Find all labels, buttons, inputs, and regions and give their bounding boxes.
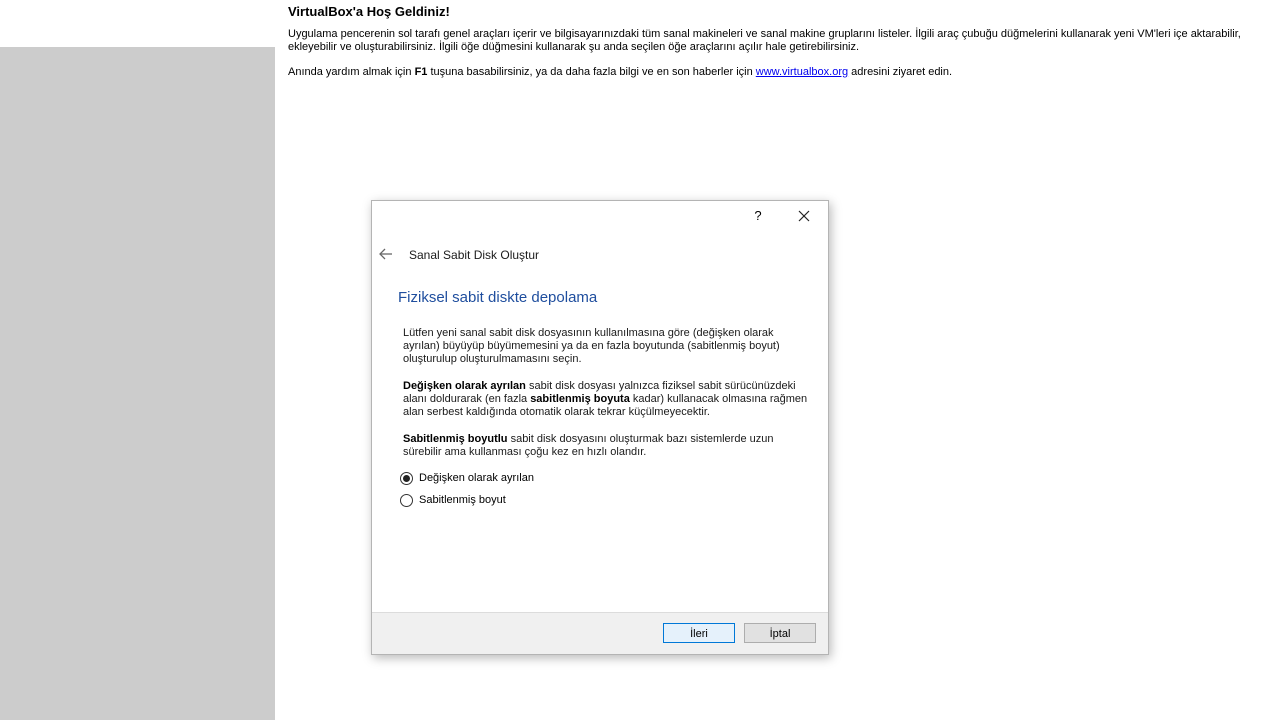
help-button[interactable]: ? xyxy=(754,208,762,223)
welcome-pane xyxy=(288,4,1273,91)
page-heading: Fiziksel sabit diskte depolama xyxy=(398,289,598,306)
virtualbox-link[interactable]: www.virtualbox.org xyxy=(755,66,849,78)
back-button[interactable] xyxy=(378,246,394,262)
radio-dynamic-label: Değişken olarak ayrılan xyxy=(419,472,534,484)
vm-list-panel xyxy=(0,0,275,720)
close-button[interactable] xyxy=(794,207,814,225)
radio-dynamic[interactable] xyxy=(400,470,534,486)
description-text xyxy=(403,327,813,473)
close-icon xyxy=(794,207,814,225)
create-virtual-hard-disk-dialog xyxy=(371,200,829,655)
cancel-button[interactable]: İptal xyxy=(744,623,816,643)
back-arrow-icon xyxy=(378,246,394,262)
radio-fixed[interactable] xyxy=(400,492,506,508)
tools-item[interactable] xyxy=(0,0,275,47)
radio-fixed-label: Sabitlenmiş boyut xyxy=(419,494,506,506)
intro-paragraph: Lütfen yeni sanal sabit disk dosyasının kullanılmasına göre (değişken olarak ayrılan) büyüyüp büyümemesini ya da en fazla boyutunda (sabitlenmiş boyut) oluşturulup oluşturulmamasını seçin. xyxy=(403,327,780,365)
radio-button-unchecked[interactable] xyxy=(400,494,413,507)
radio-button-checked[interactable] xyxy=(400,472,413,485)
welcome-paragraph-2: Anında yardım almak için F1 tuşuna basabilirsiniz, ya da daha fazla bilgi ve en son haberler için www.virtualbox.org adresini ziyaret edin. xyxy=(288,66,953,78)
next-button[interactable]: İleri xyxy=(663,623,735,643)
dynamic-paragraph: Değişken olarak ayrılan sabit disk dosyası yalnızca fiziksel sabit sürücünüzdeki alanı doldurarak (en fazla sabitlenmiş boyuta kadar) kullanacak olmasına rağmen alan serbest kaldığında otomatik olarak tekrar küçülmeyecektir. xyxy=(403,380,808,418)
welcome-title: VirtualBox'a Hoş Geldiniz! xyxy=(288,4,450,19)
wizard-title: Sanal Sabit Disk Oluştur xyxy=(409,248,540,262)
fixed-paragraph: Sabitlenmiş boyutlu sabit disk dosyasını oluşturmak bazı sistemlerde uzun sürebilir ama kullanması çoğu kez en hızlı olandır. xyxy=(403,433,774,458)
welcome-paragraph-1: Uygulama pencerenin sol tarafı genel araçları içerir ve bilgisayarınızdaki tüm sanal makineleri ve sanal makine gruplarını listeler. İlgili araç çubuğu düğmelerini kullanarak yeni VM'leri içe aktarabilir, ekleyebilir ve oluşturabilirsiniz. İlgili öğe düğmesini kullanarak şu anda seçilen öğe araçlarını açılır hale getirebilirsiniz. xyxy=(288,28,1241,53)
dialog-footer xyxy=(372,612,828,654)
wizard-nav xyxy=(372,245,828,265)
f1-key: F1 xyxy=(414,66,428,78)
dialog-titlebar xyxy=(372,201,828,231)
